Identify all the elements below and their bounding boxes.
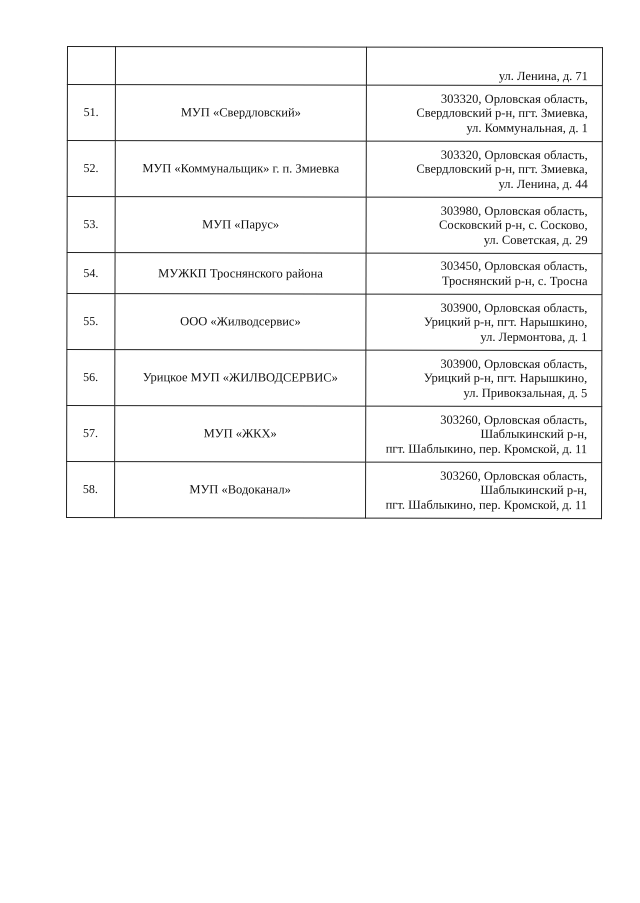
table-continuation-row xyxy=(67,47,602,86)
row-number-cell: 56. xyxy=(67,350,115,406)
table-row xyxy=(67,350,602,407)
address-line: 303450, Орловская область, xyxy=(440,259,588,274)
organization-cell: Урицкое МУП «ЖИЛВОДСЕРВИС» xyxy=(114,350,366,407)
row-number-cell: 52. xyxy=(67,141,115,197)
address-line: Урицкий р-н, пгт. Нарышкино, xyxy=(423,314,588,330)
address-line: Сосковский р-н, с. Сосково, xyxy=(439,217,588,233)
address-line: 303260, Орловская область, xyxy=(440,468,588,483)
address-cell xyxy=(367,85,603,141)
address-cell xyxy=(366,197,602,253)
address-line: 303900, Орловская область, xyxy=(440,356,588,371)
address-line: 303900, Орловская область, xyxy=(440,300,588,315)
table-row xyxy=(67,141,602,198)
organization-cell: МУП «Коммунальщик» г. п. Змиевка xyxy=(115,141,367,198)
address-line: ул. Коммунальная, д. 1 xyxy=(466,120,588,135)
table-row xyxy=(67,85,602,142)
organization-cell xyxy=(115,47,367,86)
organization-cell: МУП «ЖКХ» xyxy=(114,406,366,463)
table-row xyxy=(67,462,602,519)
table-row xyxy=(67,197,602,254)
row-number-cell: 55. xyxy=(67,294,115,350)
address-cell xyxy=(367,47,603,85)
address-line: ул. Лермонтова, д. 1 xyxy=(480,329,588,344)
address-cell xyxy=(366,253,602,294)
address-line: пгт. Шаблыкино, пер. Кромской, д. 11 xyxy=(385,441,588,456)
organization-cell: ООО «Жилводсервис» xyxy=(114,294,366,351)
address-line: пгт. Шаблыкино, пер. Кромской, д. 11 xyxy=(385,497,588,512)
address-line: ул. Ленина, д. 71 xyxy=(498,69,588,84)
organization-cell: МУП «Свердловский» xyxy=(115,85,367,142)
address-cell xyxy=(366,294,602,350)
address-line: 303320, Орловская область, xyxy=(440,91,588,106)
address-line: ул. Привокзальная, д. 5 xyxy=(463,385,588,400)
address-line: ул. Ленина, д. 44 xyxy=(498,176,588,191)
organization-cell: МУП «Водоканал» xyxy=(114,462,366,519)
row-number-cell: 51. xyxy=(67,85,115,141)
row-number-cell: 57. xyxy=(67,406,115,462)
address-cell xyxy=(367,141,603,197)
organization-cell: МУП «Парус» xyxy=(115,197,367,254)
row-number-cell: 54. xyxy=(67,253,115,294)
address-line: Троснянский р-н, с. Тросна xyxy=(441,273,588,289)
address-line: Шаблыкинский р-н, xyxy=(480,483,588,498)
organization-cell: МУЖКП Троснянского района xyxy=(115,253,367,295)
row-number-cell: 53. xyxy=(67,197,115,253)
address-line: Шаблыкинский р-н, xyxy=(480,427,588,442)
row-number-cell: 58. xyxy=(67,462,115,518)
table-row xyxy=(67,406,602,463)
address-cell xyxy=(366,350,602,406)
organizations-table xyxy=(66,46,603,519)
row-number-cell xyxy=(67,47,115,85)
address-line: ул. Советская, д. 29 xyxy=(483,232,588,247)
address-cell xyxy=(366,406,602,462)
address-line: Урицкий р-н, пгт. Нарышкино, xyxy=(423,370,588,386)
address-line: Свердловский р-н, пгт. Змиевка, xyxy=(416,105,588,121)
address-cell xyxy=(366,462,602,518)
address-line: 303260, Орловская область, xyxy=(440,412,588,427)
address-line: 303320, Орловская область, xyxy=(440,147,588,162)
address-line: Свердловский р-н, пгт. Змиевка, xyxy=(416,161,588,177)
address-line: 303980, Орловская область, xyxy=(440,203,588,218)
table-row xyxy=(67,294,602,351)
table-row xyxy=(67,253,602,295)
